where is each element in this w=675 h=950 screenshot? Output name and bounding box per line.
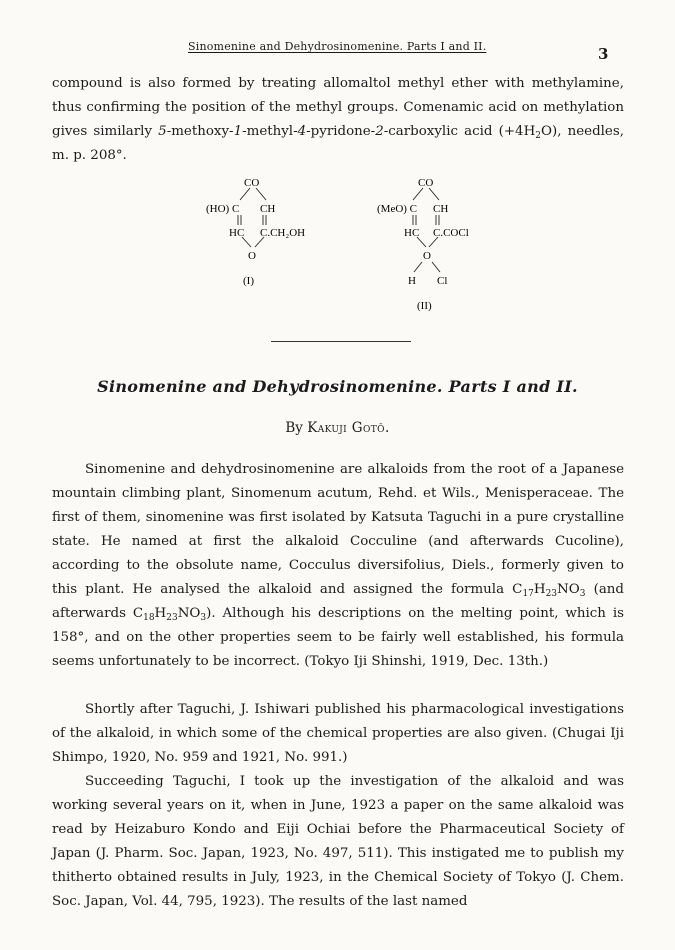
author-name: Kakuji Gotō.: [307, 420, 390, 436]
p2-sub-5: 23: [166, 613, 178, 623]
formula-i-right: CH: [260, 203, 276, 215]
byline: [0, 420, 675, 436]
p2-text-2: H: [533, 582, 546, 597]
p2-sub-3: 3: [579, 589, 586, 599]
running-title: Sinomenine and Dehydrosinomenine. Parts I and II.: [188, 40, 487, 53]
formula-i-ring-oxygen: O: [248, 250, 256, 262]
byline-by: By: [285, 420, 303, 436]
intro-subscript: 2: [535, 131, 541, 141]
formula-i-co: CO: [244, 177, 260, 189]
intro-text-1: compound is also formed by treating allomaltol methyl ether with methylamine, thus confirming the position of the methyl groups. Comenamic acid on methylation gives similarly: [52, 76, 624, 139]
p2-text-3: NO: [557, 582, 580, 597]
running-head: [188, 40, 486, 53]
intro-text-6: O), needles, m. p. 208°.: [52, 124, 624, 163]
formula-ii-right: CH: [433, 203, 449, 215]
p2-sub-2: 23: [545, 589, 558, 599]
intro-italic-4: 2: [375, 124, 384, 139]
p2-text-7: ). Although his descriptions on the melting point, which is 158°, and on the other properties seem to be fairly well established, his formula seems unfortunately to be incorrect. (Tokyo Iji Shinshi, 1919, Dec. 13th.): [52, 606, 624, 669]
formula-ii-substituent-h: H: [408, 275, 416, 287]
intro-italic-3: 4: [297, 124, 307, 139]
formula-ii-left: (MeO) C: [377, 203, 418, 215]
p2-text-5: H: [154, 606, 167, 621]
intro-italic-2: 1: [233, 124, 243, 139]
formula-drawing: [200, 174, 469, 320]
p2-sub-4: 18: [143, 613, 155, 623]
intro-text-2: -methoxy-: [166, 124, 234, 139]
formula-ii-label: (II): [417, 300, 432, 312]
formula-ii-ring-oxygen: O: [423, 250, 431, 262]
intro-paragraph: [52, 72, 624, 168]
intro-italic-1: 5: [158, 124, 167, 139]
paragraph-4: Succeeding Taguchi, I took up the investigation of the alkaloid and was working several years on it, when in June, 1923 a paper on the same alkaloid was read by Heizaburo Kondo and Eiji Ochiai before the Pharmaceutical Society of Japan (J. Pharm. Soc. Japan, 1923, No. 497, 511). This instigated me to publish my thitherto obtained results in July, 1923, in the Chemical Society of Tokyo (J. Chem. Soc. Japan, Vol. 44, 795, 1923). The results of the last named: [52, 774, 624, 909]
formula-i-left: (HO) C: [206, 203, 240, 215]
page-number: 3: [598, 45, 609, 63]
formula-i-bottom-left: HC: [229, 227, 245, 239]
intro-text-3: -methyl-: [242, 124, 298, 139]
p2-sub-6: 3: [200, 613, 207, 623]
intro-text-4: -pyridone-: [306, 124, 376, 139]
p2-sub-1: 17: [522, 589, 534, 599]
chemical-formulas: [200, 174, 469, 320]
p2-text-1: Sinomenine and dehydrosinomenine are alkaloids from the root of a Japanese mountain climbing plant, Sinomenum acutum, Rehd. et Wils., Menisperaceae. The first of them, sinomenine was first isolated by Katsuta Taguchi in a pure crystalline state. He named at first the alkaloid Cocculine (and afterwards Cucoline), according to the obsolute name, Cocculus diversifolius, Diels., formerly given to this plant. He analysed the alkaloid and assigned the formula C: [52, 462, 624, 597]
article-title: Sinomenine and Dehydrosinomenine. Parts I and II.: [97, 377, 578, 396]
paragraph-3: Shortly after Taguchi, J. Ishiwari published his pharmacological investigations of the alkaloid, in which some of the chemical properties are also given. (Chugai Iji Shimpo, 1920, No. 959 and 1921, No. 991.): [52, 702, 624, 765]
formula-ii-bottom-left: HC: [404, 227, 420, 239]
formula-ii-bottom-right: C.COCl: [433, 227, 469, 239]
p2-text-6: NO: [177, 606, 201, 621]
formula-i-label: (I): [243, 275, 254, 287]
section-separator: [271, 341, 411, 342]
paragraph-2: [52, 458, 624, 674]
p2-text-4: (and afterwards C: [52, 582, 624, 621]
formula-ii-co: CO: [418, 177, 434, 189]
intro-text-5: -carboxylic acid (+4H: [383, 124, 536, 139]
formula-ii-substituent-cl: Cl: [437, 275, 448, 287]
formula-i-bottom-right: C.CH₂OH: [260, 227, 306, 239]
